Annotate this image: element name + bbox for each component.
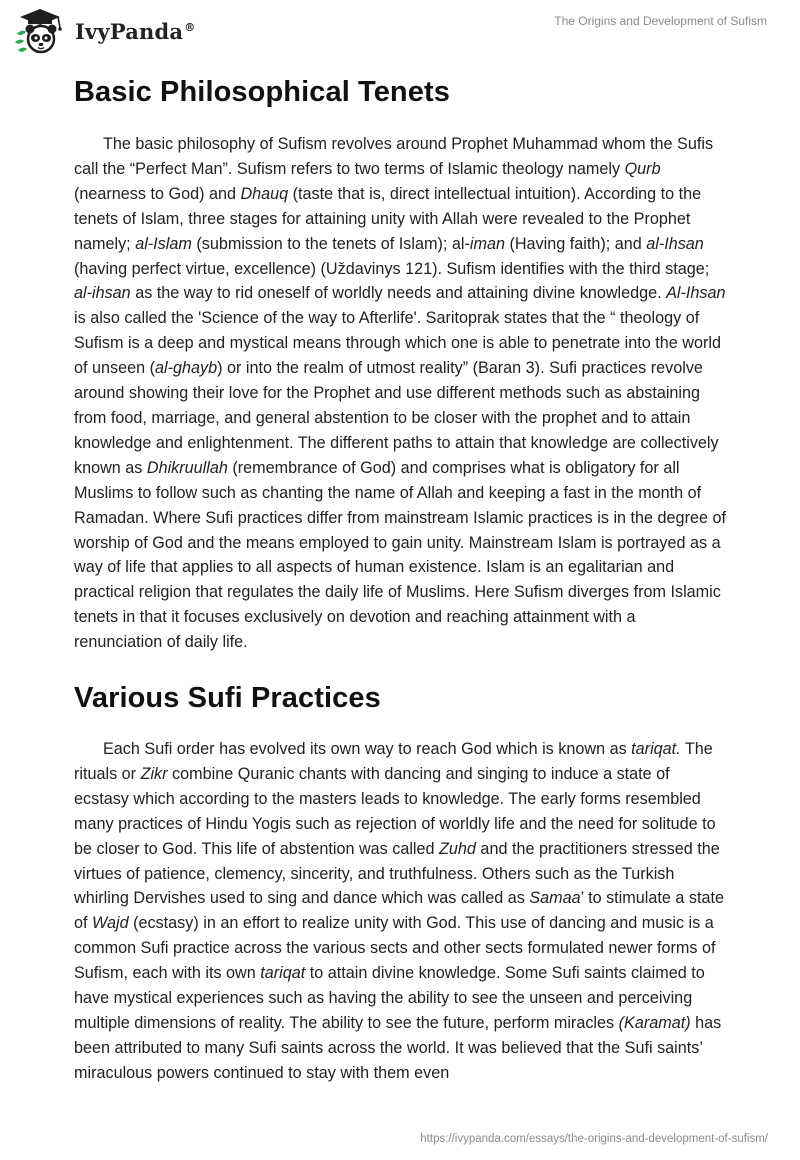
text-run: has been attributed to many Sufi saints across the world. It was believed that the Sufi saints’ miraculous powers continued to stay with them even xyxy=(74,1014,722,1082)
text-run: and the practitioners stressed the virtues of patience, clemency, sincerity, and truthfulness. Others such as the Turkish whirling Dervishes used to sing and dance which was called as xyxy=(74,839,720,908)
italic-term: al-ihsan xyxy=(74,284,131,303)
text-run: (having perfect virtue, excellence) (Uždavinys 121). Sufism identifies with the third stage; xyxy=(74,259,710,278)
text-run: combine Quranic chants with dancing and singing to induce a state of ecstasy which according to the masters leads to knowledge. The early forms resembled many practices of Hindu Yogis such as rejection of worldly life and the need for solitude to be closer to God. This life of abstention was called xyxy=(74,764,716,858)
document-title: The Origins and Development of Sufism xyxy=(554,14,767,28)
panda-graduate-logo-icon xyxy=(14,8,68,54)
italic-term: Samaa xyxy=(529,889,581,908)
italic-term: al-Islam xyxy=(135,234,192,253)
text-run: is also called the 'Science of the way to Afterlife'. Saritoprak states that the “ theology of Sufism is a deep and mystical means through which one is able to penetrate into the world of unseen ( xyxy=(74,309,721,378)
section-heading-sufi-practices: Various Sufi Practices xyxy=(74,682,381,715)
text-run: (submission to the tenets of Islam); al- xyxy=(191,234,470,253)
registered-mark: ® xyxy=(184,21,196,34)
ivypanda-logo[interactable] xyxy=(14,8,198,54)
italic-term: Qurb xyxy=(624,159,661,178)
italic-term: al-Ihsan xyxy=(646,234,704,253)
italic-term: Dhauq xyxy=(240,184,289,203)
text-run: ) or into the realm of utmost reality” (Baran 3). Sufi practices revolve around showing their love for the Prophet and use different methods such as abstaining from food, marriage, and general abstention to be closer with the prophet and to attain knowledge and enlightenment. The different paths to attain that knowledge are collectively known as xyxy=(74,359,719,477)
section-paragraph-philosophical-tenets xyxy=(74,132,726,655)
italic-term: al-ghayb xyxy=(155,359,218,378)
text-run: (Having faith); and xyxy=(504,234,647,253)
italic-term: (Karamat) xyxy=(618,1014,691,1032)
text-run: The basic philosophy of Sufism revolves around Prophet Muhammad whom the Sufis call the “Perfect Man”. Sufism refers to two terms of Islamic theology namely xyxy=(74,135,714,178)
brand-text: IvyPanda xyxy=(75,19,184,44)
section-paragraph-sufi-practices xyxy=(74,737,726,1086)
brand-name xyxy=(75,19,195,44)
italic-term: Zuhd xyxy=(439,839,476,858)
text-run: (remembrance of God) and comprises what is obligatory for all Muslims to follow such as chanting the name of Allah and keeping a fast in the month of Ramadan. Where Sufi practices differ from mainstream Islamic practices is in the degree of worship of God and the means employed to gain unity. Mainstream Islam is portrayed as a way of life that applies to all aspects of human existence. Islam is an egalitarian and practical religion that regulates the daily life of Muslims. Here Sufism diverges from Islamic tenets in that it focuses exclusively on devotion and reaching attainment with a renunciation of daily life. xyxy=(74,458,726,652)
page-header xyxy=(0,0,800,60)
section-heading-philosophical-tenets: Basic Philosophical Tenets xyxy=(74,76,450,108)
italic-term: Zikr xyxy=(140,764,168,783)
text-run: (ecstasy) in an effort to realize unity with God. This use of dancing and music is a common Sufi practice across the various sects and other sects formulated newer forms of Sufism, each with its own xyxy=(74,914,716,983)
text-run: ’ to stimulate a state of xyxy=(74,889,724,933)
italic-term: tariqat xyxy=(260,964,306,983)
italic-term: Al-Ihsan xyxy=(666,284,726,303)
text-run: as the way to rid oneself of worldly needs and attaining divine knowledge. xyxy=(130,284,667,303)
source-url[interactable]: https://ivypanda.com/essays/the-origins-and-development-of-sufism/ xyxy=(420,1133,768,1145)
text-run: (taste that is, direct intellectual intuition). According to the tenets of Islam, three stages for attaining unity with Allah were revealed to the Prophet namely; xyxy=(74,184,702,253)
text-run: to attain divine knowledge. Some Sufi saints claimed to have mystical experiences such as having the ability to see the unseen and perceiving multiple dimensions of reality. The ability to see the future, perform miracles xyxy=(74,964,705,1032)
text-run: The rituals or xyxy=(74,740,713,783)
italic-term: iman xyxy=(469,234,505,253)
text-run: (nearness to God) and xyxy=(74,184,241,203)
text-run: Each Sufi order has evolved its own way to reach God which is known as xyxy=(103,740,632,759)
italic-term: Wajd xyxy=(92,914,129,933)
essay-content xyxy=(74,74,726,1086)
italic-term: Dhikruullah xyxy=(146,458,228,477)
italic-term: tariqat. xyxy=(631,740,681,759)
